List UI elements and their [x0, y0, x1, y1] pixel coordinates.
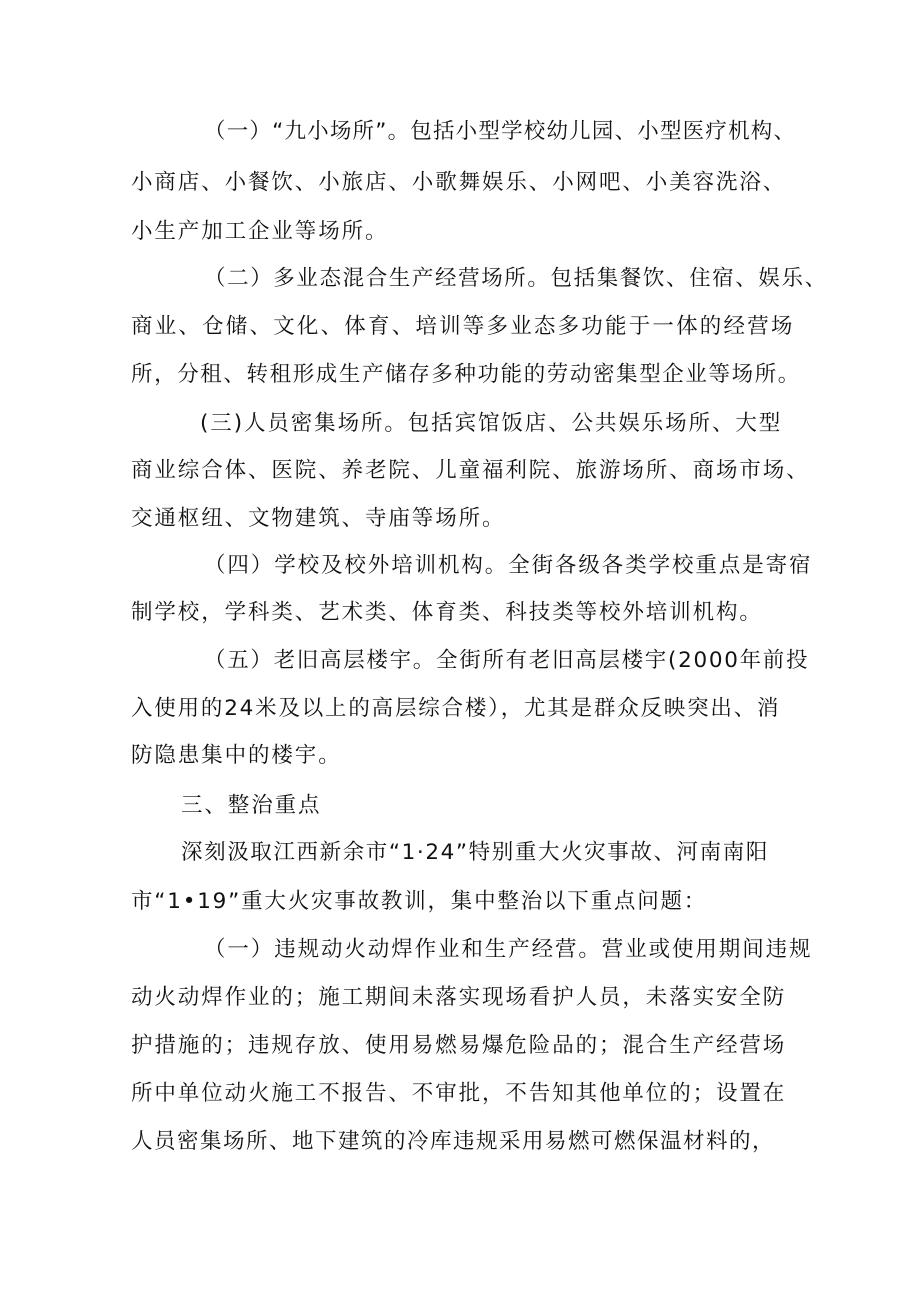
- text-line: 小商店、小餐饮、小旅店、小歌舞娱乐、小网吧、小美容洗浴、: [131, 170, 787, 195]
- text-line: 动火动焊作业的；施工期间未落实现场看护人员，未落实安全防: [131, 985, 787, 1010]
- text-line: 市“1•19”重大火灾事故教训，集中整治以下重点问题：: [131, 889, 708, 914]
- text-line: 入使用的24米及以上的高层综合楼），尤其是群众反映突出、消: [131, 696, 781, 721]
- text-line: （四）学校及校外培训机构。全街各级各类学校重点是寄宿: [204, 553, 813, 578]
- text-line: 制学校，学科类、艺术类、体育类、科技类等校外培训机构。: [131, 600, 763, 625]
- text-line: 护措施的；违规存放、使用易燃易爆危险品的；混合生产经营场: [131, 1033, 787, 1058]
- text-line: 防隐患集中的楼宇。: [131, 743, 342, 768]
- text-line: 所中单位动火施工不报告、不审批，不告知其他单位的；设置在: [131, 1081, 787, 1106]
- text-line: (三)人员密集场所。包括宾馆饭店、公共娱乐场所、大型: [200, 411, 783, 436]
- text-line: （五）老旧高层楼宇。全街所有老旧高层楼宇(2000年前投: [204, 648, 810, 673]
- text-line: 交通枢纽、文物建筑、寺庙等场所。: [131, 506, 506, 531]
- text-line: （二）多业态混合生产经营场所。包括集餐饮、住宿、娱乐、: [204, 266, 828, 291]
- text-line: 人员密集场所、地下建筑的冷库违规采用易燃可燃保温材料的，: [131, 1129, 776, 1154]
- text-line: 商业、仓储、文化、体育、培训等多业态多功能于一体的经营场: [131, 314, 795, 339]
- section-heading: 三、整治重点: [181, 793, 322, 818]
- text-line: 商业综合体、医院、养老院、儿童福利院、旅游场所、商场市场、: [131, 458, 810, 483]
- text-line: （一）“九小场所”。包括小型学校幼儿园、小型医疗机构、: [204, 119, 797, 144]
- text-line: 所，分租、转租形成生产储存多种功能的劳动密集型企业等场所。: [131, 362, 801, 387]
- text-line: 深刻汲取江西新余市“1·24”特别重大火灾事故、河南南阳: [181, 840, 769, 865]
- text-line: （一）违规动火动焊作业和生产经营。营业或使用期间违规: [204, 937, 813, 962]
- text-line: 小生产加工企业等场所。: [131, 219, 389, 244]
